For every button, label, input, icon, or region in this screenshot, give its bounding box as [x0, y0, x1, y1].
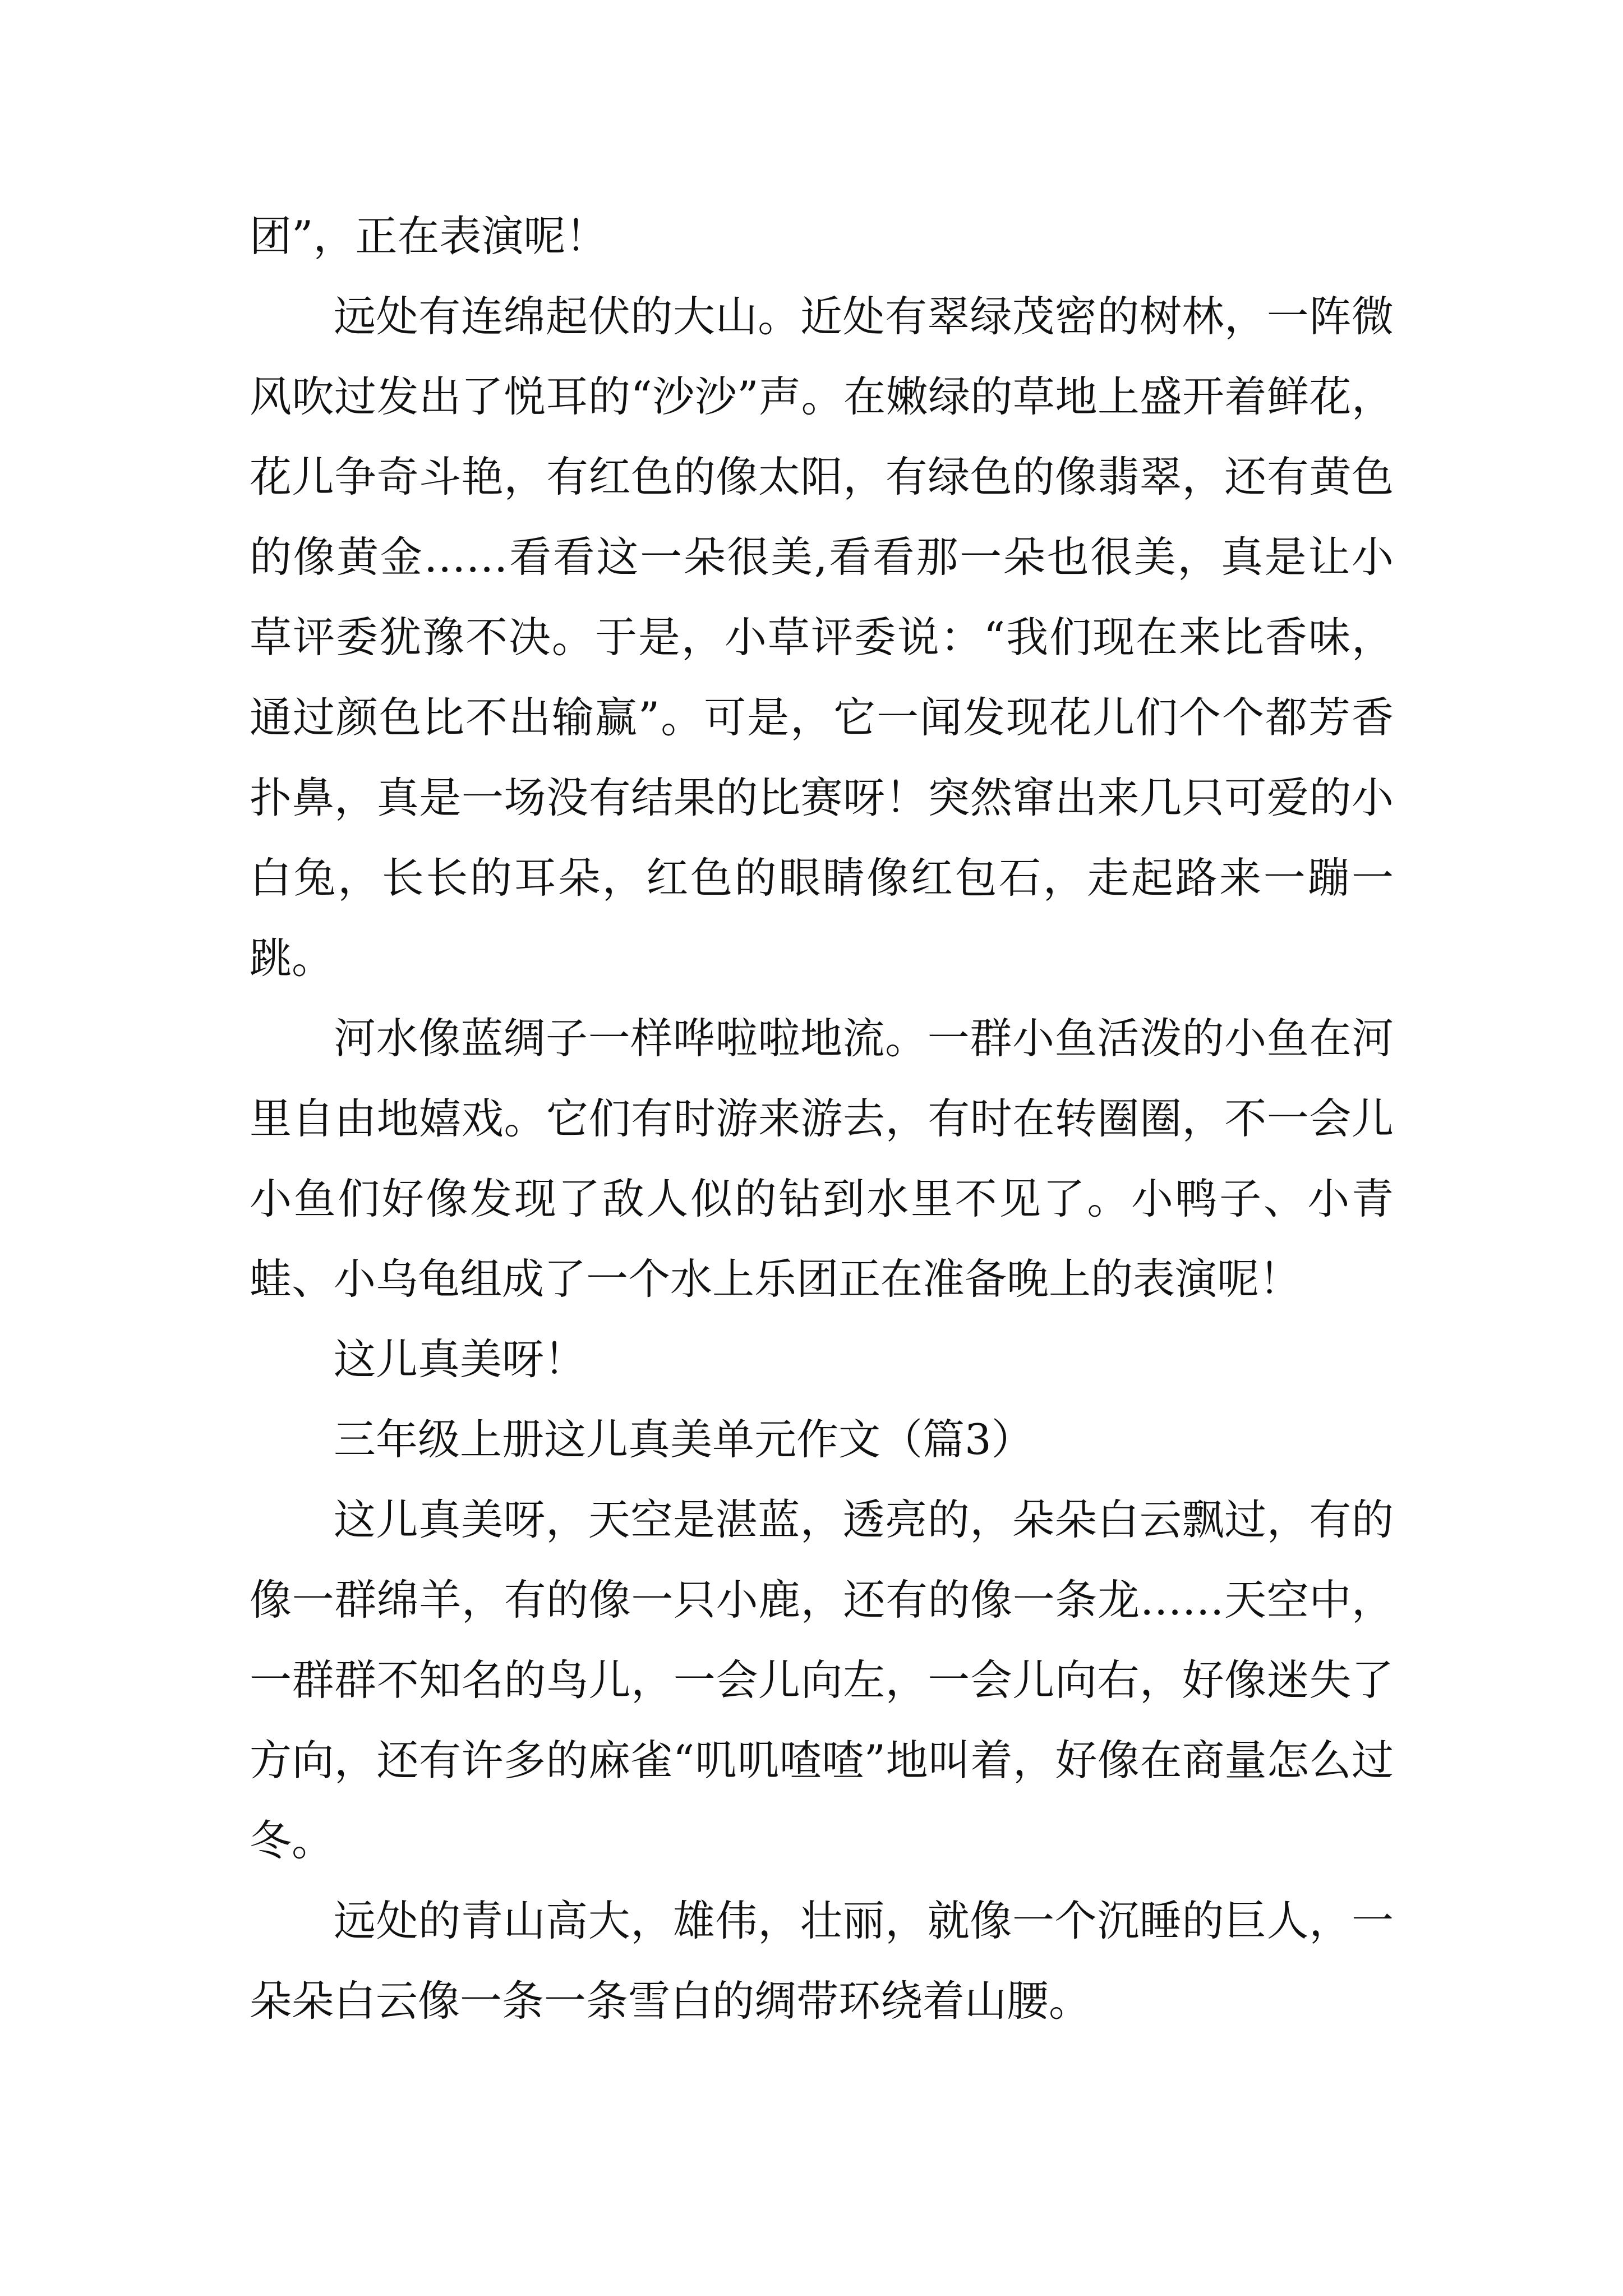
section-heading: 三年级上册这儿真美单元作文（篇3） — [334, 1415, 1034, 1464]
paragraph-1: 团”，正在表演呢！ — [250, 211, 608, 261]
paragraph-5: 这儿真美呀，天空是湛蓝，透亮的，朵朵白云飘过，有的像一群绵羊，有的像一只小鹿，还有的像一条龙……天空中，一群群不知名的鸟儿，一会儿向左，一会儿向右，好像迷失了方向，还有许多的麻雀“叽叽喳喳”地叫着，好像在商量怎么过冬。 — [250, 1495, 1394, 1865]
paragraph-6: 远处的青山高大，雄伟，壮丽，就像一个沉睡的巨人，一朵朵白云像一条一条雪白的绸带环绕着山腰。 — [250, 1896, 1394, 2026]
paragraph-4: 这儿真美呀！ — [334, 1335, 587, 1384]
paragraph-2: 远处有连绵起伏的大山。近处有翠绿茂密的树林，一阵微风吹过发出了悦耳的“沙沙”声。在嫩绿的草地上盛开着鲜花，花儿争奇斗艳，有红色的像太阳，有绿色的像翡翠，还有黄色的像黄金……看看这一朵很美,看看那一朵也很美，真是让小草评委犹豫不决。于是，小草评委说：“我们现在来比香味，通过颜色比不出输赢”。可是，它一闻发现花儿们个个都芳香扑鼻，真是一场没有结果的比赛呀！突然窜出来几只可爱的小白兔，长长的耳朵，红色的眼睛像红包石，走起路来一蹦一跳。 — [250, 292, 1394, 983]
paragraph-3: 河水像蓝绸子一样哗啦啦地流。一群小鱼活泼的小鱼在河里自由地嬉戏。它们有时游来游去，有时在转圈圈，不一会儿小鱼们好像发现了敌人似的钻到水里不见了。小鸭子、小青蛙、小乌龟组成了一个水上乐团正在准备晚上的表演呢！ — [250, 1014, 1394, 1304]
document-body — [250, 196, 1394, 2041]
